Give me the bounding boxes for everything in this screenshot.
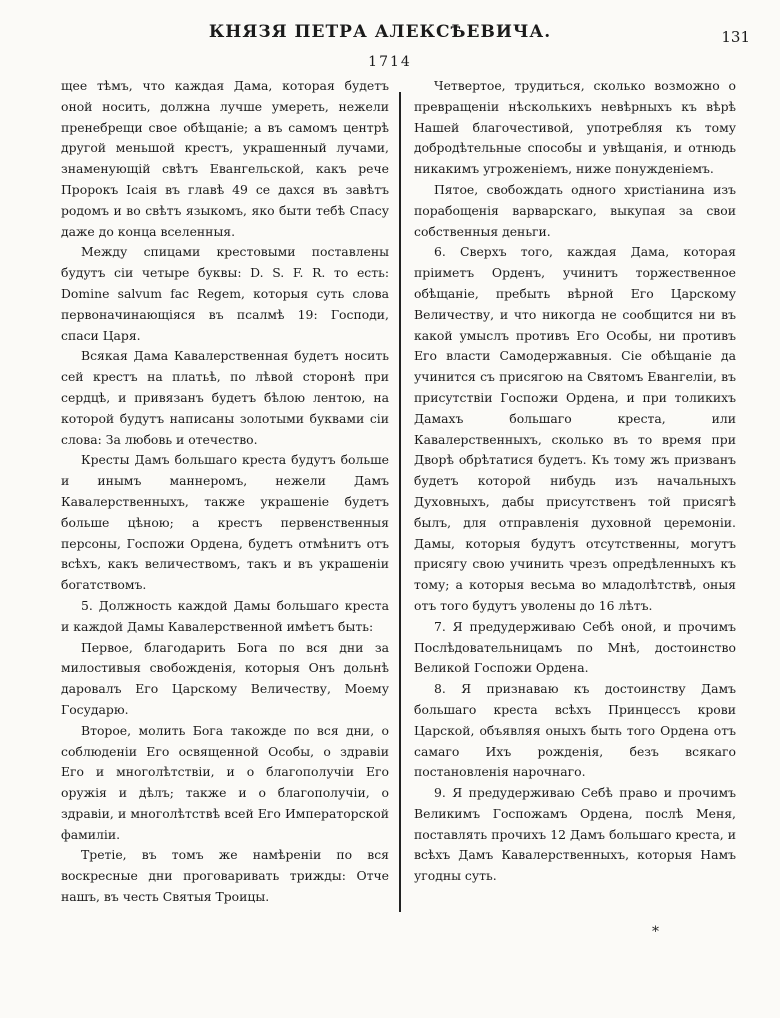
paragraph: Пятое, свобождать одного христіанина изъ порабощенія варварскаго, выкупая за свои собственныя деньги. — [414, 181, 736, 239]
paragraph: Четвертое, трудиться, сколько возможно о превращеніи нѣсколькихъ невѣрныхъ къ вѣрѣ Нашей благочестивой, употребляя къ тому добродѣтельные способы и увѣщанія, и отнюдь никакимъ угроженіемъ, ниже понужденіемъ. — [414, 78, 736, 177]
paragraph: Между спицами крестовыми поставлены будутъ сіи четыре буквы: D. S. F. R. то есть: Domine salvum fac Regem, которыя суть слова первоначинающіяся въ псалмѣ 19: Господи, спаси Царя. — [61, 244, 389, 343]
page-header — [0, 22, 780, 46]
paragraph: 9. Я предудерживаю Себѣ право и прочимъ Великимъ Госпожамъ Ордена, послѣ Меня, поставлять прочихъ 12 Дамъ большаго креста, и всѣхъ Дамъ Кавалерственныхъ, которыя Намъ угодны суть. — [414, 785, 736, 884]
right-column — [414, 76, 736, 887]
paragraph: Первое, благодарить Бога по вся дни за милостивыя свобожденія, которыя Онъ дольнѣ даровалъ Его Царскому Величеству, Моему Государю. — [61, 639, 389, 717]
paragraph: Кресты Дамъ большаго креста будутъ больше и инымъ маннеромъ, нежели Дамъ Кавалерственныхъ, также украшеніе будетъ больше цѣною; а крестъ первенственныя персоны, Госпожи Ордена, будетъ отмѣнитъ отъ всѣхъ, какъ величествомъ, такъ и въ украшеніи богатствомъ. — [61, 452, 389, 593]
year-heading: 1714 — [368, 54, 412, 70]
page-number: 131 — [721, 28, 750, 46]
paragraph: Третіе, въ томъ же намѣреніи по вся воскресные дни проговаривать трижды: Отче нашъ, въ честь Святыя Троицы. — [61, 847, 389, 905]
footnote-mark: * — [652, 924, 659, 940]
paragraph: щее тѣмъ, что каждая Дама, которая будетъ оной носить, должна лучше умереть, нежели пренебрещи свое обѣщаніе; а въ самомъ центрѣ другой меньшой крестъ, украшенный лучами, знаменующій свѣтъ Евангельской, какъ рече Пророкъ Ісаія въ главѣ 49 се дахся въ завѣтъ родомъ и во свѣтъ языкомъ, яко быти тебѣ Спасу даже до конца вселенныя. — [61, 78, 389, 239]
paragraph: 8. Я признаваю къ достоинству Дамъ большаго креста всѣхъ Принцессъ крови Царской, объявляя оныхъ быть того Ордена отъ самаго Ихъ рожденія, безъ всякаго постановленія нарочнаго. — [414, 681, 736, 780]
running-head: КНЯЗЯ ПЕТРА АЛЕКСѢЕВИЧА. — [208, 22, 552, 42]
paragraph: 6. Сверхъ того, каждая Дама, которая пріиметъ Орденъ, учинитъ торжественное обѣщаніе, пребыть вѣрной Его Царскому Величеству, и что никогда не сообщится ни въ какой умыслъ противъ Его Особы, ни противъ Его власти Самодержавныя. Сіе обѣщаніе да учинится съ присягою на Святомъ Евангеліи, въ присутствіи Госпожи Ордена, и при толикихъ Дамахъ большаго креста, или Кавалерственныхъ, сколько въ то время при Дворѣ обрѣтатися будетъ. Къ тому жъ призванъ будетъ которой нибудь изъ начальныхъ Духовныхъ, дабы присутственъ той присягѣ былъ, для отправленія духовной церемоніи. Дамы, которыя будутъ отсутственны, могутъ присягу свою учинить чрезъ опредѣленныхъ къ тому; а которыя весьма во младолѣтствѣ, оныя отъ того будутъ уволены до 16 лѣтъ. — [414, 244, 736, 613]
paragraph: 7. Я предудерживаю Себѣ оной, и прочимъ Послѣдовательницамъ по Мнѣ, достоинство Великой Госпожи Ордена. — [414, 618, 736, 676]
left-column — [61, 76, 389, 908]
paragraph: 5. Должность каждой Дамы большаго креста и каждой Дамы Кавалерственной имѣетъ быть: — [61, 597, 389, 634]
column-divider — [399, 92, 401, 912]
paragraph: Всякая Дама Кавалерственная будетъ носить сей крестъ на платьѣ, по лѣвой сторонѣ при сердцѣ, и привязанъ будетъ бѣлою лентою, на которой будутъ написаны золотыми буквами сіи слова: За любовь и отечество. — [61, 348, 389, 447]
paragraph: Второе, молить Бога такожде по вся дни, о соблюденіи Его освященной Особы, о здравіи Его и многолѣтствіи, и о благополучіи Его оружія и дѣлъ; также и о благополучіи, о здравіи, и многолѣтствѣ всей Его Императорской фамиліи. — [61, 722, 389, 842]
